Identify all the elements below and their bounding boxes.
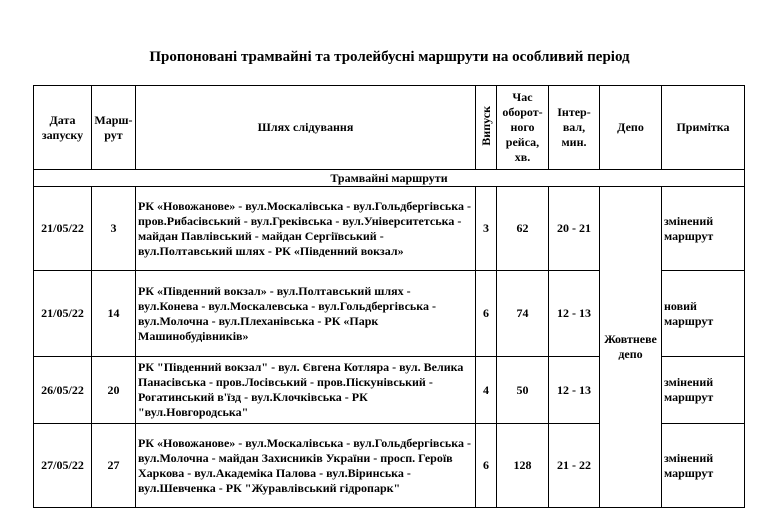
cell-date: 26/05/22 [34, 357, 92, 424]
header-note: Примітка [662, 86, 745, 170]
header-depot: Депо [600, 86, 662, 170]
cell-route: 14 [92, 271, 136, 357]
section-title: Трамвайні маршрути [34, 170, 745, 187]
cell-turnaround: 74 [497, 271, 549, 357]
routes-table [33, 85, 745, 508]
header-interval: Інтер-вал, мин. [549, 86, 600, 170]
cell-note: новий маршрут [662, 271, 745, 357]
cell-path: РК «Новожанове» - вул.Москалівська - вул.Гольдбергівська - вул.Молочна - майдан Захисників України - просп. Героїв Харкова - вул.Академіка Палова - вул.Віринська - вул.Шевченка - РК "Журавлівський гідропарк" [136, 424, 476, 508]
section-row [34, 170, 745, 187]
table-row [34, 187, 745, 271]
header-output-label: Випуск [478, 105, 493, 146]
cell-path: РК "Південний вокзал" - вул. Євгена Котляра - вул. Велика Панасівська - пров.Лосівський - пров.Піскунівський - Рогатинський в'їзд - вул.Клочківська - РК "вул.Новгородська" [136, 357, 476, 424]
cell-note: змінений маршрут [662, 357, 745, 424]
cell-output: 3 [476, 187, 497, 271]
cell-interval: 12 - 13 [549, 357, 600, 424]
cell-date: 27/05/22 [34, 424, 92, 508]
cell-turnaround: 62 [497, 187, 549, 271]
cell-output: 6 [476, 424, 497, 508]
header-route: Марш-рут [92, 86, 136, 170]
cell-route: 20 [92, 357, 136, 424]
cell-route: 27 [92, 424, 136, 508]
cell-turnaround: 50 [497, 357, 549, 424]
cell-path: РК «Південний вокзал» - вул.Полтавський шлях - вул.Конева - вул.Москалевська - вул.Гольдбергівська - вул.Молочна - вул.Плеханівська - РК «Парк Машинобудівників» [136, 271, 476, 357]
header-row [34, 86, 745, 170]
cell-depot: Жовтневе депо [600, 187, 662, 508]
cell-date: 21/05/22 [34, 187, 92, 271]
cell-turnaround: 128 [497, 424, 549, 508]
cell-route: 3 [92, 187, 136, 271]
header-path: Шлях слідування [136, 86, 476, 170]
cell-interval: 12 - 13 [549, 271, 600, 357]
header-turnaround: Час оборот-ного рейса, хв. [497, 86, 549, 170]
document-title: Пропоновані трамвайні та тролейбусні маршрути на особливий період [149, 49, 630, 65]
header-date: Дата запуску [34, 86, 92, 170]
cell-path: РК «Новожанове» - вул.Москалівська - вул.Гольдбергівська - пров.Рибасівський - вул.Греківська - вул.Університетська - майдан Павлівський - майдан Сергіївський - вул.Полтавський шлях - РК «Південний вокзал» [136, 187, 476, 271]
header-output [476, 86, 497, 170]
cell-note: змінений маршрут [662, 187, 745, 271]
cell-output: 6 [476, 271, 497, 357]
cell-output: 4 [476, 357, 497, 424]
cell-interval: 21 - 22 [549, 424, 600, 508]
cell-note: змінений маршрут [662, 424, 745, 508]
cell-date: 21/05/22 [34, 271, 92, 357]
cell-interval: 20 - 21 [549, 187, 600, 271]
